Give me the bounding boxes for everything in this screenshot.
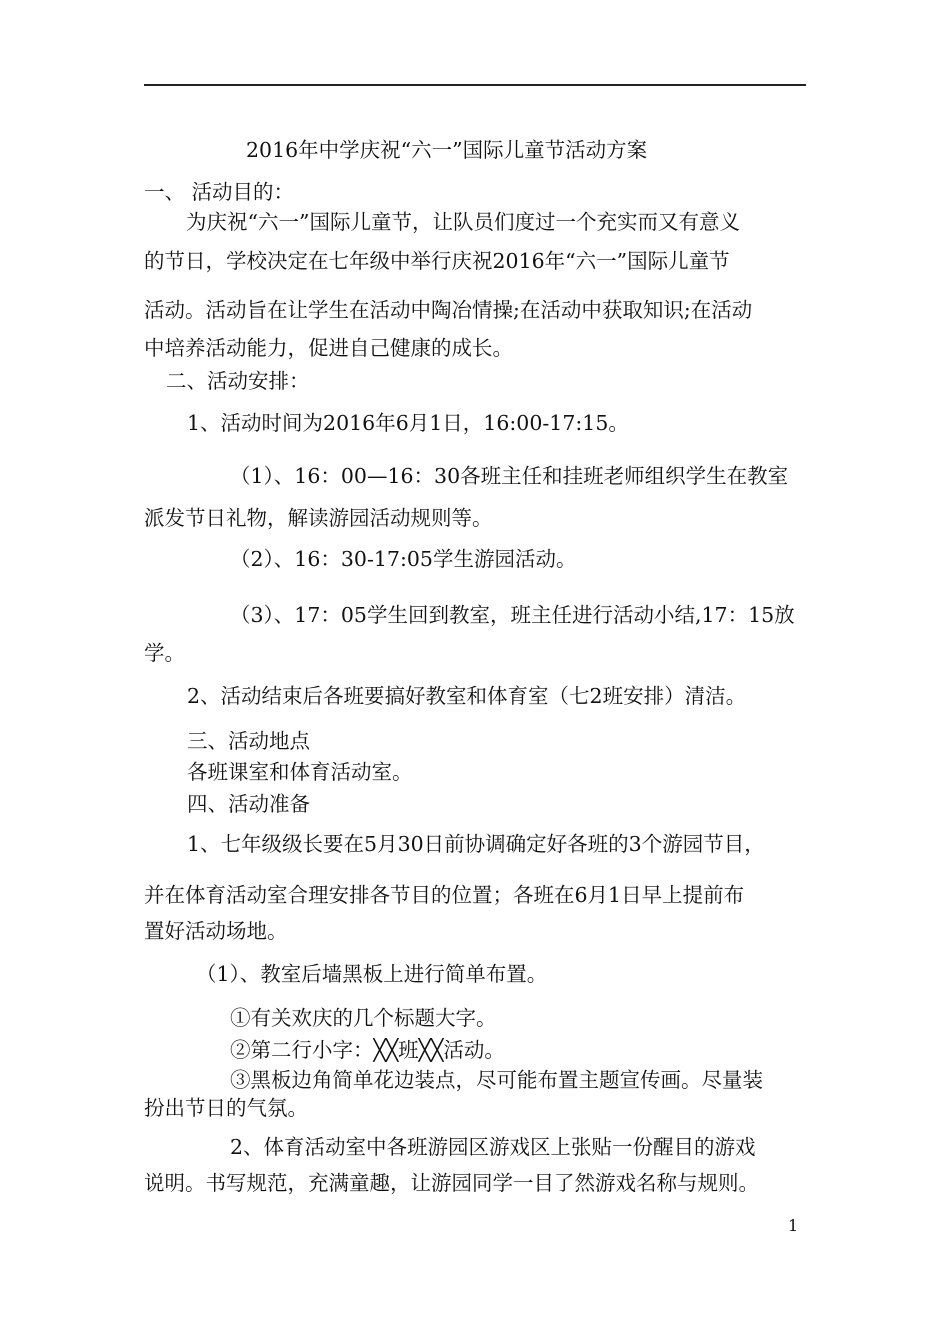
paragraph-line: 1、七年级级长要在5月30日前协调确定好各班的3个游园节目， — [187, 832, 765, 856]
paragraph-line: 各班课室和体育活动室。 — [187, 760, 413, 784]
paragraph-line: 2、活动结束后各班要搞好教室和体育室（七2班安排）清洁。 — [187, 684, 747, 708]
paragraph-line: （1）、教室后墙黑板上进行简单布置。 — [196, 962, 548, 986]
paragraph-line: 2、体育活动室中各班游园区游戏区上张贴一份醒目的游戏 — [230, 1135, 756, 1159]
paragraph-line: 置好活动场地。 — [144, 919, 288, 943]
paragraph-line: 1、活动时间为2016年6月1日，16:00-17:15。 — [187, 411, 629, 435]
section-heading-3: 三、活动地点 — [187, 729, 310, 753]
document-title: 2016年中学庆祝“六一”国际儿童节活动方案 — [246, 138, 648, 162]
paragraph-line: 说明。书写规范，充满童趣，让游园同学一目了然游戏名称与规则。 — [144, 1171, 759, 1195]
paragraph-line: 扮出节日的气氛。 — [144, 1096, 308, 1120]
section-heading-4: 四、活动准备 — [187, 792, 310, 816]
paragraph-line: 的节日，学校决定在七年级中举行庆祝2016年“六一”国际儿童节 — [144, 249, 730, 273]
paragraph-line: （3）、17：05学生回到教室，班主任进行活动小结,17：15放 — [230, 603, 795, 627]
section-heading-2: 二、活动安排： — [166, 369, 310, 393]
paragraph-line: 并在体育活动室合理安排各节目的位置；各班在6月1日早上提前布 — [144, 883, 745, 907]
section-heading-1: 一、 活动目的： — [144, 180, 295, 204]
list-item: ③黑板边角简单花边装点，尽可能布置主题宣传画。尽量装 — [230, 1068, 763, 1092]
paragraph-line: 中培养活动能力，促进自己健康的成长。 — [144, 336, 513, 360]
paragraph-line: 为庆祝“六一”国际儿童节，让队员们度过一个充实而又有意义 — [186, 210, 740, 234]
paragraph-line: （1）、16：00—16：30各班主任和挂班老师组织学生在教室 — [230, 464, 789, 488]
paragraph-line: 活动。活动旨在让学生在活动中陶冶情操;在活动中获取知识;在活动 — [144, 298, 753, 322]
paragraph-line: 派发节日礼物，解读游园活动规则等。 — [144, 506, 493, 530]
page-number: 1 — [788, 1216, 799, 1235]
paragraph-line: 学。 — [144, 641, 185, 665]
list-item: ②第二行小字：╳╳班╳╳活动。 — [230, 1038, 505, 1062]
list-item: ①有关欢庆的几个标题大字。 — [230, 1006, 497, 1030]
paragraph-line: （2）、16：30-17:05学生游园活动。 — [230, 547, 577, 571]
header-rule — [144, 84, 806, 86]
